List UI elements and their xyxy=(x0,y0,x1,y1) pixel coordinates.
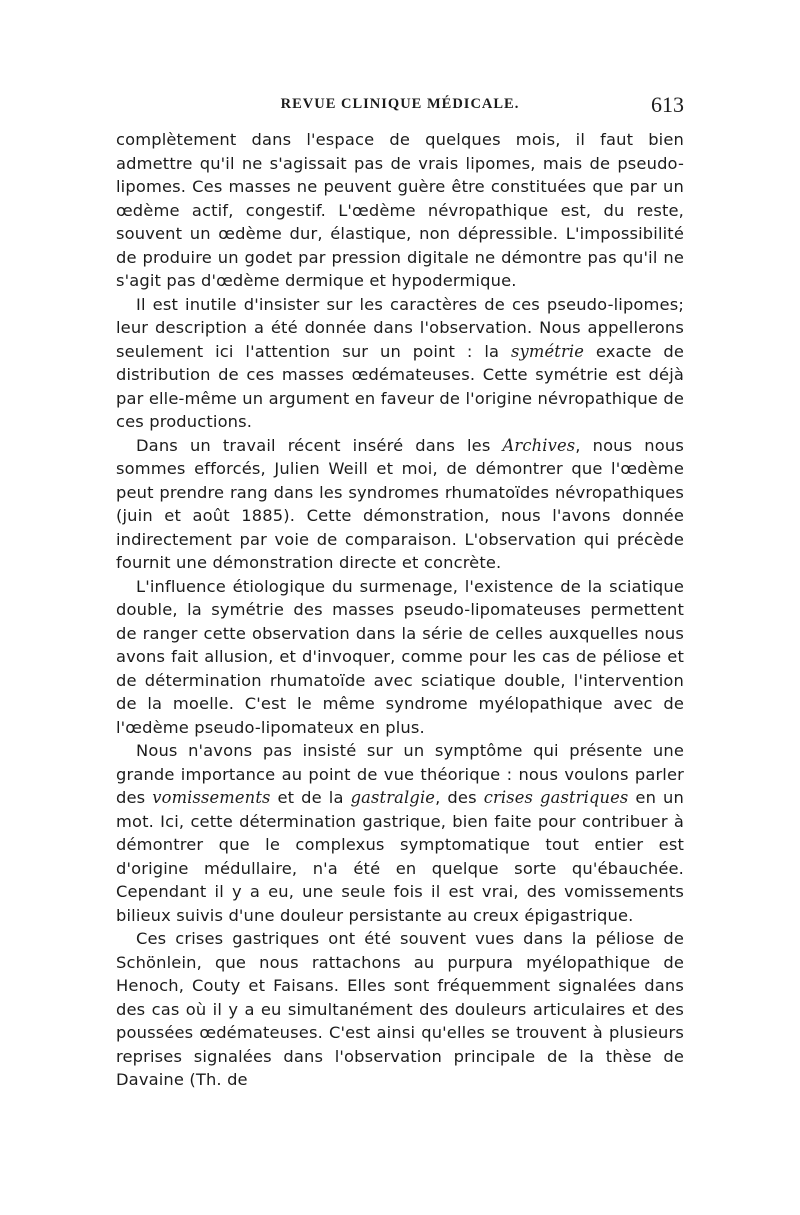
text-segment: et de la xyxy=(270,788,351,807)
text-segment: Ces crises gastriques ont été souvent vues dans la péliose de Schönlein, que nous rattachons au purpura myélopathique de Henoch, Couty et Faisans. Elles sont fréquemment signalées dans des cas où il y a eu simultanément des douleurs articulaires et des poussées œdémateuses. C'est ainsi qu'elles se trouvent à plusieurs reprises signalées dans l'observation principale de la thèse de Davaine (Th. de xyxy=(116,929,684,1089)
text-segment: exacte de distribution de ces masses œdémateuses. Cette symétrie est déjà par elle-même un argument en faveur de l'origine névropathique de ces productions. xyxy=(116,341,684,431)
page-number: 613 xyxy=(651,92,684,117)
text-segment: en un mot. Ici, cette détermination gastrique, bien faite pour contribuer à démontrer que le complexus symptomatique tout entier est d'origine médullaire, n'a été en quelque sorte qu'ébauchée. Cependant il y a eu, une seule fois il est vrai, des vomissements bilieux suivis d'une douleur persistante au creux épigastrique. xyxy=(116,788,684,925)
italic-term-crises-gastriques: crises gastriques xyxy=(483,788,629,807)
paragraph-4 xyxy=(116,575,684,740)
text-segment: Nous n'avons pas insisté sur un symptôme qui présente une grande importance au point de vue théorique : nous voulons parler des xyxy=(116,741,684,807)
text-segment: , nous nous sommes efforcés, Julien Weill et moi, de démontrer que l'œdème peut prendre rang dans les syndromes rhumatoïdes névropathiques (juin et août 1885). Cette démonstration, nous l'avons donnée indirectement par voie de comparaison. L'observation qui précède fournit une démonstration directe et concrète. xyxy=(116,435,684,572)
text-segment: , des xyxy=(435,788,484,807)
paragraph-3 xyxy=(116,434,684,575)
paragraph-2 xyxy=(116,293,684,434)
italic-term-gastralgie: gastralgie xyxy=(350,788,436,807)
text-segment: Dans un travail récent inséré dans les xyxy=(136,435,503,455)
body-text xyxy=(116,128,684,1092)
italic-term-symetrie: symétrie xyxy=(511,341,585,361)
italic-term-vomissements: vomissements xyxy=(152,788,271,807)
text-segment: complètement dans l'espace de quelques mois, il faut bien admettre qu'il ne s'agissait pas de vrais lipomes, mais de pseudo-lipomes. Ces masses ne peuvent guère être constituées que par un œdème actif, congestif. L'œdème névropathique est, du reste, souvent un œdème dur, élastique, non dépressible. L'impossibilité de produire un godet par pression digitale ne démontre pas qu'il ne s'agit pas d'œdème dermique et hypodermique. xyxy=(116,130,684,290)
running-head xyxy=(116,92,684,118)
text-segment: Il est inutile d'insister sur les caractères de ces pseudo-lipomes; leur description a été donnée dans l'observation. Nous appellerons seulement ici l'attention sur un point : la xyxy=(116,294,684,361)
paragraph-5 xyxy=(116,739,684,927)
running-title: REVUE CLINIQUE MÉDICALE. xyxy=(280,96,520,112)
italic-term-archives: Archives xyxy=(502,435,576,455)
text-segment: L'influence étiologique du surmenage, l'existence de la sciatique double, la symétrie des masses pseudo-lipomateuses permettent de ranger cette observation dans la série de celles auxquelles nous avons fait allusion, et d'invoquer, comme pour les cas de péliose et de détermination rhumatoïde avec sciatique double, l'intervention de la moelle. C'est le même syndrome myélopathique avec de l'œdème pseudo-lipomateux en plus. xyxy=(116,576,684,737)
paragraph-6 xyxy=(116,927,684,1092)
paragraph-1 xyxy=(116,128,684,293)
